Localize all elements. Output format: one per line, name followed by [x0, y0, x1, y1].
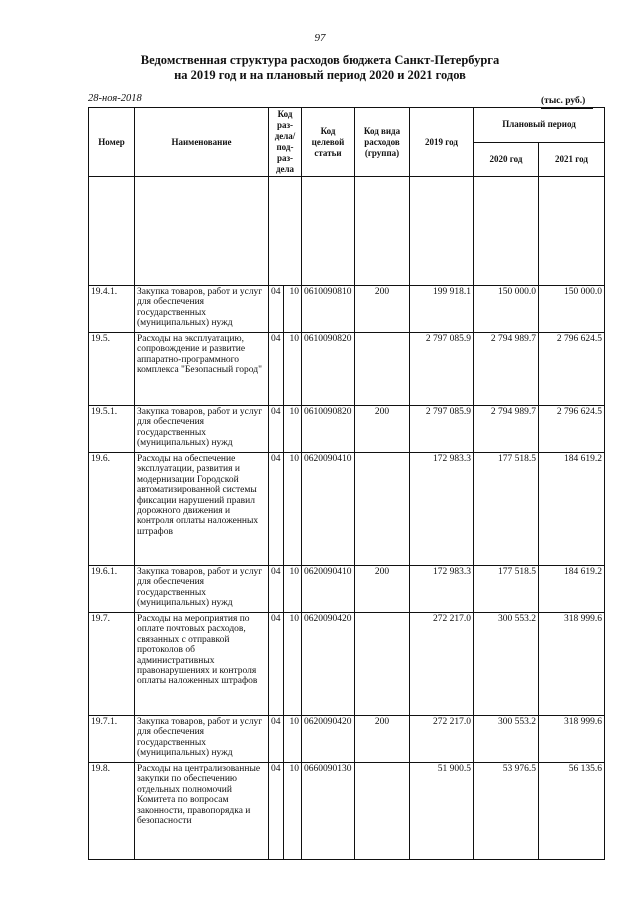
row-section: 04 [269, 566, 284, 613]
row-target-code: 0610090820 [302, 333, 355, 406]
row-number: 19.4.1. [89, 286, 135, 333]
table-row [89, 613, 605, 716]
row-section: 04 [269, 716, 284, 763]
row-amount-2021: 56 135.6 [539, 763, 605, 860]
row-subsection: 10 [284, 453, 302, 566]
row-name: Закупка товаров, работ и услуг для обеспечения государственных (муниципальных) нужд [135, 716, 269, 763]
row-amount-2020: 2 794 989.7 [474, 406, 539, 453]
row-subsection: 10 [284, 566, 302, 613]
row-subsection: 10 [284, 406, 302, 453]
table-row [89, 333, 605, 406]
title-line-2: на 2019 год и на плановый период 2020 и 2021 годов [174, 68, 466, 82]
row-number: 19.6. [89, 453, 135, 566]
row-number: 19.8. [89, 763, 135, 860]
table-row [89, 453, 605, 566]
row-amount-2019: 51 900.5 [410, 763, 474, 860]
header-row [89, 108, 605, 143]
row-expense-type: 200 [355, 566, 410, 613]
row-expense-type [355, 763, 410, 860]
row-name: Закупка товаров, работ и услуг для обеспечения государственных (муниципальных) нужд [135, 566, 269, 613]
row-amount-2019: 199 918.1 [410, 286, 474, 333]
row-name: Закупка товаров, работ и услуг для обеспечения государственных (муниципальных) нужд [135, 286, 269, 333]
row-amount-2021: 184 619.2 [539, 453, 605, 566]
row-name: Расходы на централизованные закупки по обеспечению отдельных полномочий Комитета по вопросам законности, правопорядка и безопасности [135, 763, 269, 860]
row-section: 04 [269, 286, 284, 333]
row-section: 04 [269, 333, 284, 406]
row-name: Расходы на мероприятия по оплате почтовых расходов, связанных с отправкой протоколов об административных правонарушениях и контроля оплаты наложенных штрафов [135, 613, 269, 716]
row-amount-2019: 172 983.3 [410, 453, 474, 566]
row-name: Закупка товаров, работ и услуг для обеспечения государственных (муниципальных) нужд [135, 406, 269, 453]
row-target-code: 0620090420 [302, 716, 355, 763]
row-target-code: 0610090820 [302, 406, 355, 453]
row-target-code: 0620090410 [302, 453, 355, 566]
row-expense-type [355, 333, 410, 406]
row-amount-2021: 318 999.6 [539, 716, 605, 763]
header-year-2019: 2019 год [410, 108, 474, 177]
row-subsection: 10 [284, 333, 302, 406]
row-name: Расходы на обеспечение эксплуатации, развития и модернизации Городской автоматизированной системы фиксации нарушений правил дорожного движения и контроля оплаты наложенных штрафов [135, 453, 269, 566]
row-section: 04 [269, 613, 284, 716]
row-amount-2019: 272 217.0 [410, 716, 474, 763]
row-expense-type: 200 [355, 406, 410, 453]
row-amount-2021: 150 000.0 [539, 286, 605, 333]
header-year-2021: 2021 год [539, 142, 605, 177]
title-line-1: Ведомственная структура расходов бюджета Санкт-Петербурга [140, 53, 500, 67]
row-amount-2021: 2 796 624.5 [539, 333, 605, 406]
header-target-code: Код целевой статьи [302, 108, 355, 177]
row-expense-type: 200 [355, 286, 410, 333]
row-expense-type [355, 613, 410, 716]
document-date: 28-ноя-2018 [88, 93, 142, 104]
table-row [89, 716, 605, 763]
row-amount-2021: 2 796 624.5 [539, 406, 605, 453]
row-subsection: 10 [284, 286, 302, 333]
table-row [89, 763, 605, 860]
row-target-code: 0620090420 [302, 613, 355, 716]
row-number: 19.5. [89, 333, 135, 406]
row-amount-2021: 318 999.6 [539, 613, 605, 716]
row-amount-2019: 172 983.3 [410, 566, 474, 613]
row-amount-2019: 272 217.0 [410, 613, 474, 716]
header-expense-type-code: Код вида расходов (группа) [355, 108, 410, 177]
row-amount-2020: 300 553.2 [474, 716, 539, 763]
row-subsection: 10 [284, 613, 302, 716]
row-subsection: 10 [284, 716, 302, 763]
row-amount-2020: 150 000.0 [474, 286, 539, 333]
row-number: 19.7.1. [89, 716, 135, 763]
row-amount-2020: 53 976.5 [474, 763, 539, 860]
row-section: 04 [269, 453, 284, 566]
row-target-code: 0610090810 [302, 286, 355, 333]
row-name: Расходы на эксплуатацию, сопровождение и развитие аппаратно-программного комплекса "Безопасный город" [135, 333, 269, 406]
table-row [89, 286, 605, 333]
row-amount-2020: 177 518.5 [474, 453, 539, 566]
row-section: 04 [269, 406, 284, 453]
row-amount-2021: 184 619.2 [539, 566, 605, 613]
row-expense-type [355, 453, 410, 566]
row-section: 04 [269, 763, 284, 860]
row-number: 19.5.1. [89, 406, 135, 453]
header-year-2020: 2020 год [474, 142, 539, 177]
header-name: Наименование [135, 108, 269, 177]
budget-table [88, 107, 605, 860]
row-target-code: 0620090410 [302, 566, 355, 613]
units-label: (тыс. руб.) [541, 96, 586, 106]
row-target-code: 0660090130 [302, 763, 355, 860]
row-amount-2020: 2 794 989.7 [474, 333, 539, 406]
row-expense-type: 200 [355, 716, 410, 763]
table-row [89, 566, 605, 613]
document-title [0, 53, 640, 83]
header-section-code: Код раз- дела/ под- раз- дела [269, 108, 302, 177]
header-spacer-row [89, 177, 605, 286]
row-amount-2019: 2 797 085.9 [410, 333, 474, 406]
header-planning-period: Плановый период [474, 108, 605, 143]
row-amount-2020: 177 518.5 [474, 566, 539, 613]
page-number: 97 [314, 32, 326, 44]
row-subsection: 10 [284, 763, 302, 860]
row-amount-2020: 300 553.2 [474, 613, 539, 716]
table-row [89, 406, 605, 453]
row-number: 19.6.1. [89, 566, 135, 613]
row-amount-2019: 2 797 085.9 [410, 406, 474, 453]
row-number: 19.7. [89, 613, 135, 716]
header-number: Номер [89, 108, 135, 177]
